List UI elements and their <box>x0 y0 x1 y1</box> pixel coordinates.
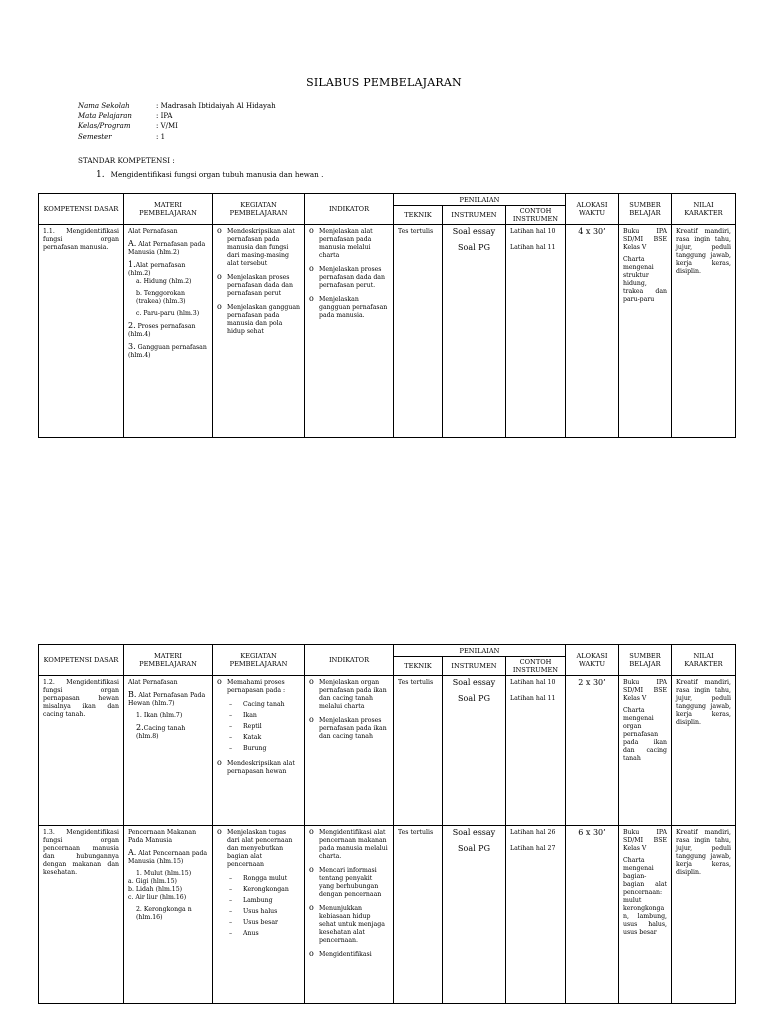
header-materi: MATERI PEMBELAJARAN <box>124 194 213 225</box>
header-materi: MATERI PEMBELAJARAN <box>124 645 213 676</box>
info-label: Mata Pelajaran <box>78 112 132 121</box>
instrumen-item: Soal PG <box>458 243 490 252</box>
kegiatan-item: o Memahami proses pernapasan pada : <box>217 679 300 695</box>
contoh-item: Latihan hal 11 <box>510 244 556 251</box>
kegiatan-subitem: – Reptil <box>229 723 300 731</box>
kegiatan-item: o Menjelaskan gangguan pernafasan pada manusia dan pola hidup sehat <box>217 304 300 336</box>
teknik-cell: Tes tertulis <box>394 225 443 438</box>
kegiatan-subitem: – Cacing tanah <box>229 701 300 709</box>
header-kegiatan: KEGIATAN PEMBELAJARAN <box>213 645 305 676</box>
kegiatan-item: o Mendeskripsikan alat pernapasan hewan <box>217 760 300 776</box>
materi-head: Alat Pernafasan <box>128 228 178 235</box>
header-penilaian: PENILAIAN <box>394 645 566 657</box>
materi-subitem: 2. Kerongkonga n (hlm.16) <box>136 906 192 921</box>
materi-subitem: 1. Ikan (hlm.7) <box>136 712 183 719</box>
contoh-cell <box>506 225 566 438</box>
instrumen-item: Soal essay <box>452 227 496 236</box>
sk-number: 1. <box>96 170 105 180</box>
syllabus-table-2 <box>38 644 736 1004</box>
info-row <box>78 121 276 131</box>
header-alokasi: ALOKASI WAKTU <box>566 194 619 225</box>
info-label: Nama Sekolah <box>78 102 130 110</box>
sumber-item: Buku IPA SD/MI BSE Kelas V <box>623 829 667 852</box>
syllabus-table-1 <box>38 193 736 438</box>
materi-item: B. Alat Pernafasan Pada Hewan (hlm.7) <box>128 690 206 707</box>
info-value: : IPA <box>156 112 173 121</box>
materi-cell <box>124 676 213 826</box>
materi-item: 1.Alat pernafasan (hlm.2) <box>128 260 186 277</box>
kompetensi-cell: 1.2. Mengidentifikasi fungsi organ pernapasan hewan misalnya ikan dan cacing tanah. <box>39 676 124 826</box>
school-info <box>78 101 276 142</box>
sumber-item: Buku IPA SD/MI BSE Kelas V <box>623 679 667 702</box>
nilai-cell: Kreatif mandiri, rasa ingin tahu, jujur, peduli tanggung jawab, kerja keras, disiplin. <box>672 826 736 1004</box>
sumber-item: Charta mengenai struktur hidung, trakea dan paru-paru <box>623 256 667 303</box>
instrumen-cell <box>443 826 506 1004</box>
kegiatan-subitem: – Ikan <box>229 712 300 720</box>
indikator-cell <box>305 676 394 826</box>
kegiatan-item: o Menjelaskan tugas dari alat pencernaan dan menyebutkan bagian alat pencernaan <box>217 829 300 869</box>
kegiatan-item: o Mendeskripsikan alat pernafasan pada manusia dan fungsi dari masing-masing alat tersebut <box>217 228 300 268</box>
header-contoh: CONTOH INSTRUMEN <box>506 206 566 225</box>
contoh-item: Latihan hal 26 <box>510 829 556 836</box>
indikator-item: o Menjelaskan proses pernafasan pada ikan dan cacing tanah <box>309 717 389 741</box>
header-instrumen: INSTRUMEN <box>443 657 506 676</box>
nilai-cell: Kreatif mandiri, rasa ingin tahu, jujur, peduli tanggung jawab, kerja keras, disiplin. <box>672 225 736 438</box>
materi-subitem: c. Paru-paru (hlm.3) <box>136 310 200 317</box>
sk-text: Mengidentifikasi fungsi organ tubuh manusia dan hewan . <box>110 170 324 179</box>
materi-head: Pencernaan Makanan Pada Manusia <box>128 829 197 844</box>
contoh-item: Latihan hal 27 <box>510 845 556 852</box>
kegiatan-subitem: – Kerongkongan <box>229 886 300 894</box>
sumber-cell <box>619 826 672 1004</box>
standar-kompetensi-heading: STANDAR KOMPETENSI : <box>78 156 175 165</box>
sumber-item: Charta mengenai organ pernafasan pada ikan dan cacing tanah <box>623 707 667 762</box>
info-label: Semester <box>78 132 112 141</box>
header-sumber: SUMBER BELAJAR <box>619 194 672 225</box>
kegiatan-cell <box>213 225 305 438</box>
materi-item: 3. Gangguan pernafasan (hlm.4) <box>128 342 207 359</box>
standar-kompetensi-item <box>96 170 323 180</box>
kegiatan-item: o Menjelaskan proses pernafasan dada dan pernafasan perut <box>217 274 300 298</box>
header-indikator: INDIKATOR <box>305 645 394 676</box>
sumber-item: Charta mengenai bagian-bagian alat pencernaan: mulut kerongkongan, lambung, usus halus, usus besar <box>623 857 667 936</box>
header-penilaian: PENILAIAN <box>394 194 566 206</box>
header-alokasi: ALOKASI WAKTU <box>566 645 619 676</box>
kegiatan-subitem: – Katak <box>229 734 300 742</box>
contoh-cell <box>506 826 566 1004</box>
contoh-item: Latihan hal 10 <box>510 679 556 686</box>
header-kompetensi: KOMPETENSI DASAR <box>39 645 124 676</box>
sumber-cell <box>619 676 672 826</box>
indikator-cell <box>305 826 394 1004</box>
instrumen-cell <box>443 676 506 826</box>
header-sumber: SUMBER BELAJAR <box>619 645 672 676</box>
alokasi-cell: 6 x 30’ <box>566 826 619 1004</box>
indikator-item: o Menunjukkan kebiasaan hidup sehat untuk menjaga kesehatan alat pencernaan. <box>309 905 389 945</box>
info-value: : Madrasah Ibtidaiyah Al Hidayah <box>156 102 276 110</box>
teknik-cell: Tes tertulis <box>394 826 443 1004</box>
kegiatan-subitem: – Burung <box>229 745 300 753</box>
materi-cell <box>124 225 213 438</box>
kegiatan-subitem: – Rongga mulut <box>229 875 300 883</box>
contoh-cell <box>506 676 566 826</box>
instrumen-item: Soal essay <box>452 678 496 687</box>
indikator-item: o Mencari informasi tentang penyakit yang berhubungan dengan pencernaan <box>309 867 389 899</box>
header-kompetensi: KOMPETENSI DASAR <box>39 194 124 225</box>
header-instrumen: INSTRUMEN <box>443 206 506 225</box>
materi-cell <box>124 826 213 1004</box>
header-teknik: TEKNIK <box>394 657 443 676</box>
indikator-item: o Mengidentifikasi <box>309 951 389 959</box>
instrumen-cell <box>443 225 506 438</box>
kegiatan-cell <box>213 826 305 1004</box>
info-row <box>78 101 276 111</box>
indikator-cell <box>305 225 394 438</box>
materi-subitem: 2.Cacing tanah (hlm.8) <box>136 723 186 740</box>
materi-subitem: b. Tenggorokan (trakea) (hlm.3) <box>136 290 186 305</box>
materi-item: 2. Proses pernafasan (hlm.4) <box>128 321 196 338</box>
alokasi-cell: 4 x 30’ <box>566 225 619 438</box>
kegiatan-subitem: – Usus halus <box>229 908 300 916</box>
instrumen-item: Soal essay <box>452 828 496 837</box>
materi-subitem: c. Air liur (hlm.16) <box>128 894 187 901</box>
indikator-item: o Menjelaskan gangguan pernafasan pada manusia. <box>309 296 389 320</box>
header-nilai: NILAI KARAKTER <box>672 194 736 225</box>
materi-head: Alat Pernafasan <box>128 679 178 686</box>
materi-subitem: 1. Mulut (hlm.15) <box>136 870 192 877</box>
kegiatan-subitem: – Lambung <box>229 897 300 905</box>
info-row <box>78 132 276 142</box>
indikator-item: o Menjelaskan proses pernafasan dada dan pernafasan perut. <box>309 266 389 290</box>
table-row <box>39 676 736 826</box>
contoh-item: Latihan hal 11 <box>510 695 556 702</box>
alokasi-cell: 2 x 30’ <box>566 676 619 826</box>
instrumen-item: Soal PG <box>458 694 490 703</box>
materi-subitem: a. Hidung (hlm.2) <box>136 278 192 285</box>
table-row <box>39 225 736 438</box>
kegiatan-subitem: – Usus besar <box>229 919 300 927</box>
indikator-item: o Mengidentifikasi alat pencernaan makanan pada manusia melalui charta. <box>309 829 389 861</box>
kompetensi-cell: 1.3. Mengidentifikasi fungsi organ pencernaan manusia dan hubungannya dengan makanan dan kesehatan. <box>39 826 124 1004</box>
indikator-item: o Menjelaskan organ pernafasan pada ikan dan cacing tanah melalui charta <box>309 679 389 711</box>
header-teknik: TEKNIK <box>394 206 443 225</box>
materi-item: A. Alat Pernafasan pada Manusia (hlm.2) <box>128 239 206 256</box>
table-row <box>39 826 736 1004</box>
header-kegiatan: KEGIATAN PEMBELAJARAN <box>213 194 305 225</box>
header-indikator: INDIKATOR <box>305 194 394 225</box>
header-contoh: CONTOH INSTRUMEN <box>506 657 566 676</box>
info-label: Kelas/Program <box>78 122 131 131</box>
info-row <box>78 111 276 121</box>
sumber-cell <box>619 225 672 438</box>
kompetensi-cell: 1.1. Mengidentifikasi fungsi organ pernafasan manusia. <box>39 225 124 438</box>
info-value: : 1 <box>156 132 166 141</box>
kegiatan-cell <box>213 676 305 826</box>
sumber-item: Buku IPA SD/MI BSE Kelas V <box>623 228 667 251</box>
document-title: SILABUS PEMBELAJARAN <box>306 76 462 89</box>
teknik-cell: Tes tertulis <box>394 676 443 826</box>
kegiatan-subitem: – Anus <box>229 930 300 938</box>
materi-subitem: a. Gigi (hlm.15) <box>128 878 177 885</box>
info-value: : V/MI <box>156 122 178 131</box>
indikator-item: o Menjelaskan alat pernafasan pada manusia melalui charta <box>309 228 389 260</box>
header-nilai: NILAI KARAKTER <box>672 645 736 676</box>
materi-subitem: b. Lidah (hlm.15) <box>128 886 183 893</box>
materi-item: A. Alat Pencernaan pada Manusia (hlm.15) <box>128 848 208 865</box>
contoh-item: Latihan hal 10 <box>510 228 556 235</box>
instrumen-item: Soal PG <box>458 844 490 853</box>
nilai-cell: Kreatif mandiri, rasa ingin tahu, jujur, peduli tanggung jawab, kerja keras, disiplin. <box>672 676 736 826</box>
